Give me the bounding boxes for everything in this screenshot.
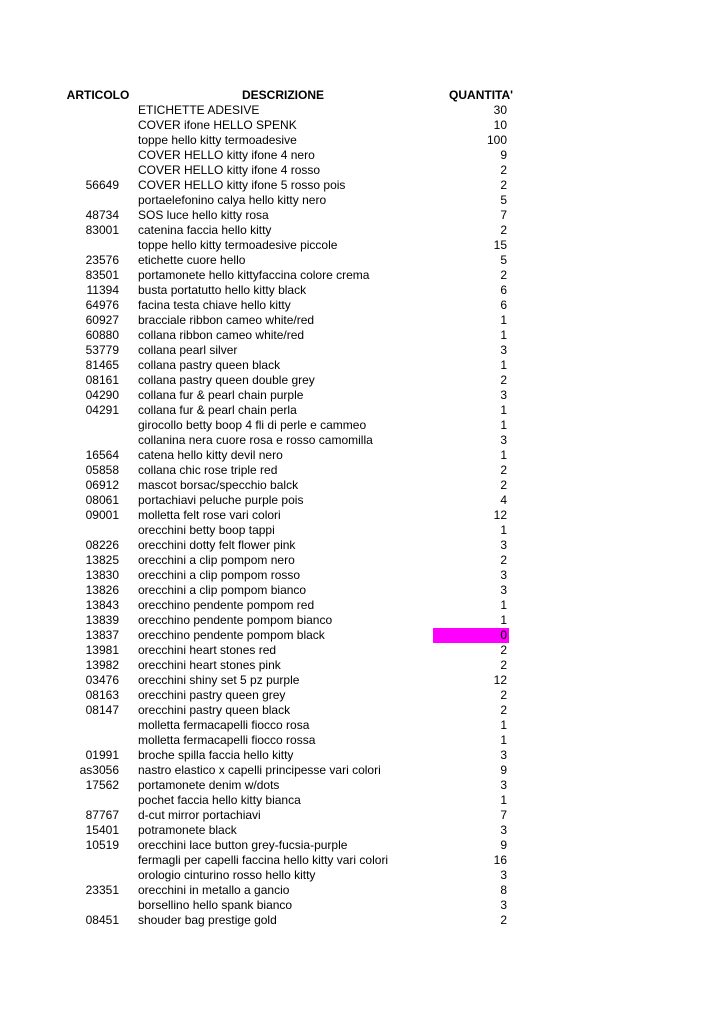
cell-descrizione: SOS luce hello kitty rosa <box>138 208 269 222</box>
cell-quantita: 3 <box>500 583 507 597</box>
table-row <box>63 628 523 643</box>
cell-articolo: 83001 <box>85 223 119 237</box>
cell-descrizione: mascot borsac/specchio balck <box>138 478 299 492</box>
cell-descrizione: collana ribbon cameo white/red <box>138 328 305 342</box>
cell-descrizione: portachiavi peluche purple pois <box>138 493 304 507</box>
cell-articolo: 17562 <box>85 778 119 792</box>
cell-quantita: 2 <box>500 703 507 717</box>
cell-quantita: 1 <box>500 358 507 372</box>
table-row <box>63 838 523 853</box>
cell-quantita: 3 <box>500 388 507 402</box>
cell-descrizione: orecchini betty boop tappi <box>138 523 275 537</box>
cell-quantita: 3 <box>500 778 507 792</box>
table-row <box>63 463 523 478</box>
cell-descrizione: portamonete denim w/dots <box>138 778 280 792</box>
table-row <box>63 583 523 598</box>
cell-descrizione: catenina faccia hello kitty <box>138 223 272 237</box>
cell-articolo: 56649 <box>85 178 119 192</box>
cell-quantita: 10 <box>493 118 507 132</box>
cell-quantita: 3 <box>500 748 507 762</box>
cell-quantita: 3 <box>500 343 507 357</box>
table-row <box>63 208 523 223</box>
table-row <box>63 283 523 298</box>
table-row <box>63 853 523 868</box>
table-row <box>63 913 523 928</box>
table-row <box>63 673 523 688</box>
cell-quantita: 1 <box>500 598 507 612</box>
cell-articolo: 03476 <box>85 673 119 687</box>
cell-descrizione: orecchini a clip pompom bianco <box>138 583 307 597</box>
table-row <box>63 418 523 433</box>
header-quantita: QUANTITA' <box>449 87 513 102</box>
cell-articolo: 06912 <box>85 478 119 492</box>
table-row <box>63 568 523 583</box>
cell-articolo: 04291 <box>85 403 119 417</box>
cell-quantita: 9 <box>500 148 507 162</box>
cell-articolo: 48734 <box>85 208 119 222</box>
cell-articolo: 13839 <box>85 613 119 627</box>
cell-articolo: 23351 <box>85 883 119 897</box>
cell-descrizione: fermagli per capelli faccina hello kitty vari colori <box>138 853 389 867</box>
cell-quantita: 1 <box>500 718 507 732</box>
cell-articolo: 15401 <box>85 823 119 837</box>
cell-descrizione: potramonete black <box>138 823 237 837</box>
cell-quantita: 1 <box>500 523 507 537</box>
table-row <box>63 643 523 658</box>
cell-articolo: 64976 <box>85 298 119 312</box>
cell-articolo: 13981 <box>85 643 119 657</box>
cell-articolo: 04290 <box>85 388 119 402</box>
cell-quantita: 2 <box>500 268 507 282</box>
cell-quantita: 1 <box>500 733 507 747</box>
table-row <box>63 148 523 163</box>
cell-descrizione: orecchino pendente pompom bianco <box>138 613 333 627</box>
cell-descrizione: pochet faccia hello kitty bianca <box>138 793 301 807</box>
cell-descrizione: collanina nera cuore rosa e rosso camomilla <box>138 433 373 447</box>
cell-descrizione: shouder bag prestige gold <box>138 913 277 927</box>
cell-quantita: 1 <box>500 313 507 327</box>
table-row <box>63 178 523 193</box>
cell-articolo: 09001 <box>85 508 119 522</box>
cell-quantita: 1 <box>500 328 507 342</box>
table-row <box>63 238 523 253</box>
table-row <box>63 163 523 178</box>
cell-articolo: 08061 <box>85 493 119 507</box>
cell-quantita: 2 <box>500 643 507 657</box>
cell-articolo: 13982 <box>85 658 119 672</box>
cell-quantita: 2 <box>500 658 507 672</box>
cell-descrizione: d-cut mirror portachiavi <box>138 808 261 822</box>
cell-quantita: 5 <box>500 193 507 207</box>
cell-quantita: 1 <box>500 403 507 417</box>
cell-quantita: 8 <box>500 883 507 897</box>
cell-descrizione: portaelefonino calya hello kitty nero <box>138 193 327 207</box>
table-row <box>63 868 523 883</box>
cell-quantita: 100 <box>486 133 507 147</box>
cell-quantita: 1 <box>500 613 507 627</box>
cell-quantita: 2 <box>500 178 507 192</box>
table-row <box>63 808 523 823</box>
cell-articolo: 16564 <box>85 448 119 462</box>
cell-articolo: 01991 <box>85 748 119 762</box>
table-row <box>63 478 523 493</box>
cell-articolo: 11394 <box>86 283 119 297</box>
cell-articolo: 08163 <box>85 688 119 702</box>
table-row <box>63 223 523 238</box>
cell-descrizione: orecchini a clip pompom nero <box>138 553 295 567</box>
table-row <box>63 358 523 373</box>
table-row <box>63 328 523 343</box>
cell-articolo: 05858 <box>85 463 119 477</box>
cell-quantita: 3 <box>500 898 507 912</box>
cell-quantita: 3 <box>500 868 507 882</box>
cell-quantita: 4 <box>500 493 507 507</box>
cell-quantita: 9 <box>500 838 507 852</box>
cell-quantita: 12 <box>493 508 507 522</box>
table-row <box>63 298 523 313</box>
header-descrizione: DESCRIZIONE <box>241 87 324 102</box>
cell-descrizione: collana fur & pearl chain purple <box>138 388 304 402</box>
table-row <box>63 133 523 148</box>
table-row <box>63 748 523 763</box>
cell-descrizione: busta portatutto hello kitty black <box>138 283 307 297</box>
table-row <box>63 733 523 748</box>
table-row <box>63 508 523 523</box>
table-row <box>63 718 523 733</box>
cell-articolo: 13837 <box>85 628 119 642</box>
table-row <box>63 883 523 898</box>
cell-descrizione: etichette cuore hello <box>138 253 246 267</box>
cell-descrizione: molletta felt rose vari colori <box>138 508 281 522</box>
table-row <box>63 268 523 283</box>
cell-descrizione: girocollo betty boop 4 fli di perle e cammeo <box>138 418 367 432</box>
cell-articolo: 60880 <box>85 328 119 342</box>
cell-quantita: 2 <box>500 688 507 702</box>
cell-descrizione: orecchini pastry queen grey <box>138 688 286 702</box>
cell-articolo: 08147 <box>85 703 119 717</box>
cell-descrizione: orecchino pendente pompom black <box>138 628 325 642</box>
cell-quantita: 3 <box>500 823 507 837</box>
cell-quantita: 2 <box>500 373 507 387</box>
table-row <box>63 343 523 358</box>
table-row <box>63 553 523 568</box>
cell-quantita: 3 <box>500 433 507 447</box>
cell-descrizione: molletta fermacapelli fiocco rosa <box>138 718 310 732</box>
cell-descrizione: collana pastry queen double grey <box>138 373 315 387</box>
cell-descrizione: COVER HELLO kitty ifone 4 rosso <box>138 163 321 177</box>
cell-descrizione: orecchini pastry queen black <box>138 703 291 717</box>
table-row <box>63 898 523 913</box>
table-row <box>63 823 523 838</box>
cell-quantita: 5 <box>500 253 507 267</box>
table-row <box>63 598 523 613</box>
cell-articolo: 13826 <box>85 583 119 597</box>
cell-quantita-highlighted: 0 <box>433 628 509 643</box>
cell-articolo: as3056 <box>79 763 119 777</box>
cell-descrizione: orologio cinturino rosso hello kitty <box>138 868 316 882</box>
cell-articolo: 81465 <box>85 358 119 372</box>
cell-descrizione: borsellino hello spank bianco <box>138 898 293 912</box>
cell-quantita: 9 <box>500 763 507 777</box>
table-row <box>63 703 523 718</box>
cell-quantita: 2 <box>500 223 507 237</box>
table-row <box>63 448 523 463</box>
cell-descrizione: orecchini heart stones red <box>138 643 277 657</box>
table-row <box>63 103 523 118</box>
table-row <box>63 658 523 673</box>
cell-descrizione: collana pearl silver <box>138 343 238 357</box>
table-row <box>63 118 523 133</box>
cell-descrizione: ETICHETTE ADESIVE <box>138 103 260 117</box>
table-row <box>63 403 523 418</box>
cell-articolo: 13843 <box>85 598 119 612</box>
cell-descrizione: portamonete hello kittyfaccina colore crema <box>138 268 370 282</box>
cell-articolo: 08451 <box>85 913 119 927</box>
table-row <box>63 388 523 403</box>
cell-quantita: 3 <box>500 568 507 582</box>
table-header <box>63 86 523 103</box>
cell-quantita: 1 <box>500 793 507 807</box>
table-row <box>63 613 523 628</box>
table-row <box>63 193 523 208</box>
cell-quantita: 16 <box>493 853 507 867</box>
cell-descrizione: molletta fermacapelli fiocco rossa <box>138 733 316 747</box>
cell-quantita: 2 <box>500 553 507 567</box>
table-row <box>63 763 523 778</box>
cell-articolo: 10519 <box>85 838 119 852</box>
cell-descrizione: facina testa chiave hello kitty <box>138 298 291 312</box>
cell-quantita: 6 <box>500 298 507 312</box>
cell-descrizione: bracciale ribbon cameo white/red <box>138 313 315 327</box>
cell-descrizione: orecchino pendente pompom red <box>138 598 315 612</box>
cell-descrizione: collana pastry queen black <box>138 358 281 372</box>
cell-quantita: 6 <box>500 283 507 297</box>
inventory-sheet <box>63 86 523 928</box>
cell-descrizione: orecchini dotty felt flower pink <box>138 538 296 552</box>
cell-articolo: 53779 <box>85 343 119 357</box>
cell-articolo: 13825 <box>85 553 119 567</box>
cell-descrizione: COVER HELLO kitty ifone 5 rosso pois <box>138 178 346 192</box>
cell-descrizione: COVER ifone HELLO SPENK <box>138 118 297 132</box>
table-row <box>63 688 523 703</box>
cell-descrizione: orecchini shiny set 5 pz purple <box>138 673 300 687</box>
cell-articolo: 08161 <box>85 373 119 387</box>
cell-descrizione: orecchini lace button grey-fucsia-purple <box>138 838 348 852</box>
cell-quantita: 2 <box>500 478 507 492</box>
cell-articolo: 87767 <box>85 808 119 822</box>
cell-articolo: 13830 <box>85 568 119 582</box>
cell-quantita: 15 <box>493 238 507 252</box>
cell-descrizione: nastro elastico x capelli principesse vari colori <box>138 763 381 777</box>
cell-quantita: 3 <box>500 538 507 552</box>
cell-quantita: 2 <box>500 163 507 177</box>
cell-quantita: 12 <box>493 673 507 687</box>
table-row <box>63 538 523 553</box>
cell-quantita: 30 <box>493 103 507 117</box>
table-row <box>63 523 523 538</box>
cell-descrizione: orecchini heart stones pink <box>138 658 281 672</box>
cell-descrizione: orecchini a clip pompom rosso <box>138 568 301 582</box>
table-row <box>63 313 523 328</box>
table-row <box>63 253 523 268</box>
table-row <box>63 493 523 508</box>
cell-descrizione: orecchini in metallo a gancio <box>138 883 290 897</box>
table-row <box>63 793 523 808</box>
table-row <box>63 373 523 388</box>
cell-quantita: 2 <box>500 913 507 927</box>
table-body <box>63 103 523 928</box>
table-row <box>63 433 523 448</box>
cell-descrizione: toppe hello kitty termoadesive piccole <box>138 238 338 252</box>
cell-articolo: 08226 <box>85 538 119 552</box>
cell-descrizione: broche spilla faccia hello kitty <box>138 748 294 762</box>
cell-descrizione: toppe hello kitty termoadesive <box>138 133 297 147</box>
header-articolo: ARTICOLO <box>66 87 130 102</box>
cell-quantita: 2 <box>500 463 507 477</box>
cell-descrizione: COVER HELLO kitty ifone 4 nero <box>138 148 315 162</box>
cell-descrizione: collana chic rose triple red <box>138 463 278 477</box>
cell-descrizione: collana fur & pearl chain perla <box>138 403 297 417</box>
cell-articolo: 60927 <box>85 313 119 327</box>
cell-quantita: 1 <box>500 418 507 432</box>
cell-quantita: 7 <box>500 208 507 222</box>
cell-articolo: 23576 <box>85 253 119 267</box>
cell-quantita: 7 <box>500 808 507 822</box>
table-row <box>63 778 523 793</box>
cell-descrizione: catena hello kitty devil nero <box>138 448 283 462</box>
cell-quantita: 1 <box>500 448 507 462</box>
cell-articolo: 83501 <box>85 268 119 282</box>
